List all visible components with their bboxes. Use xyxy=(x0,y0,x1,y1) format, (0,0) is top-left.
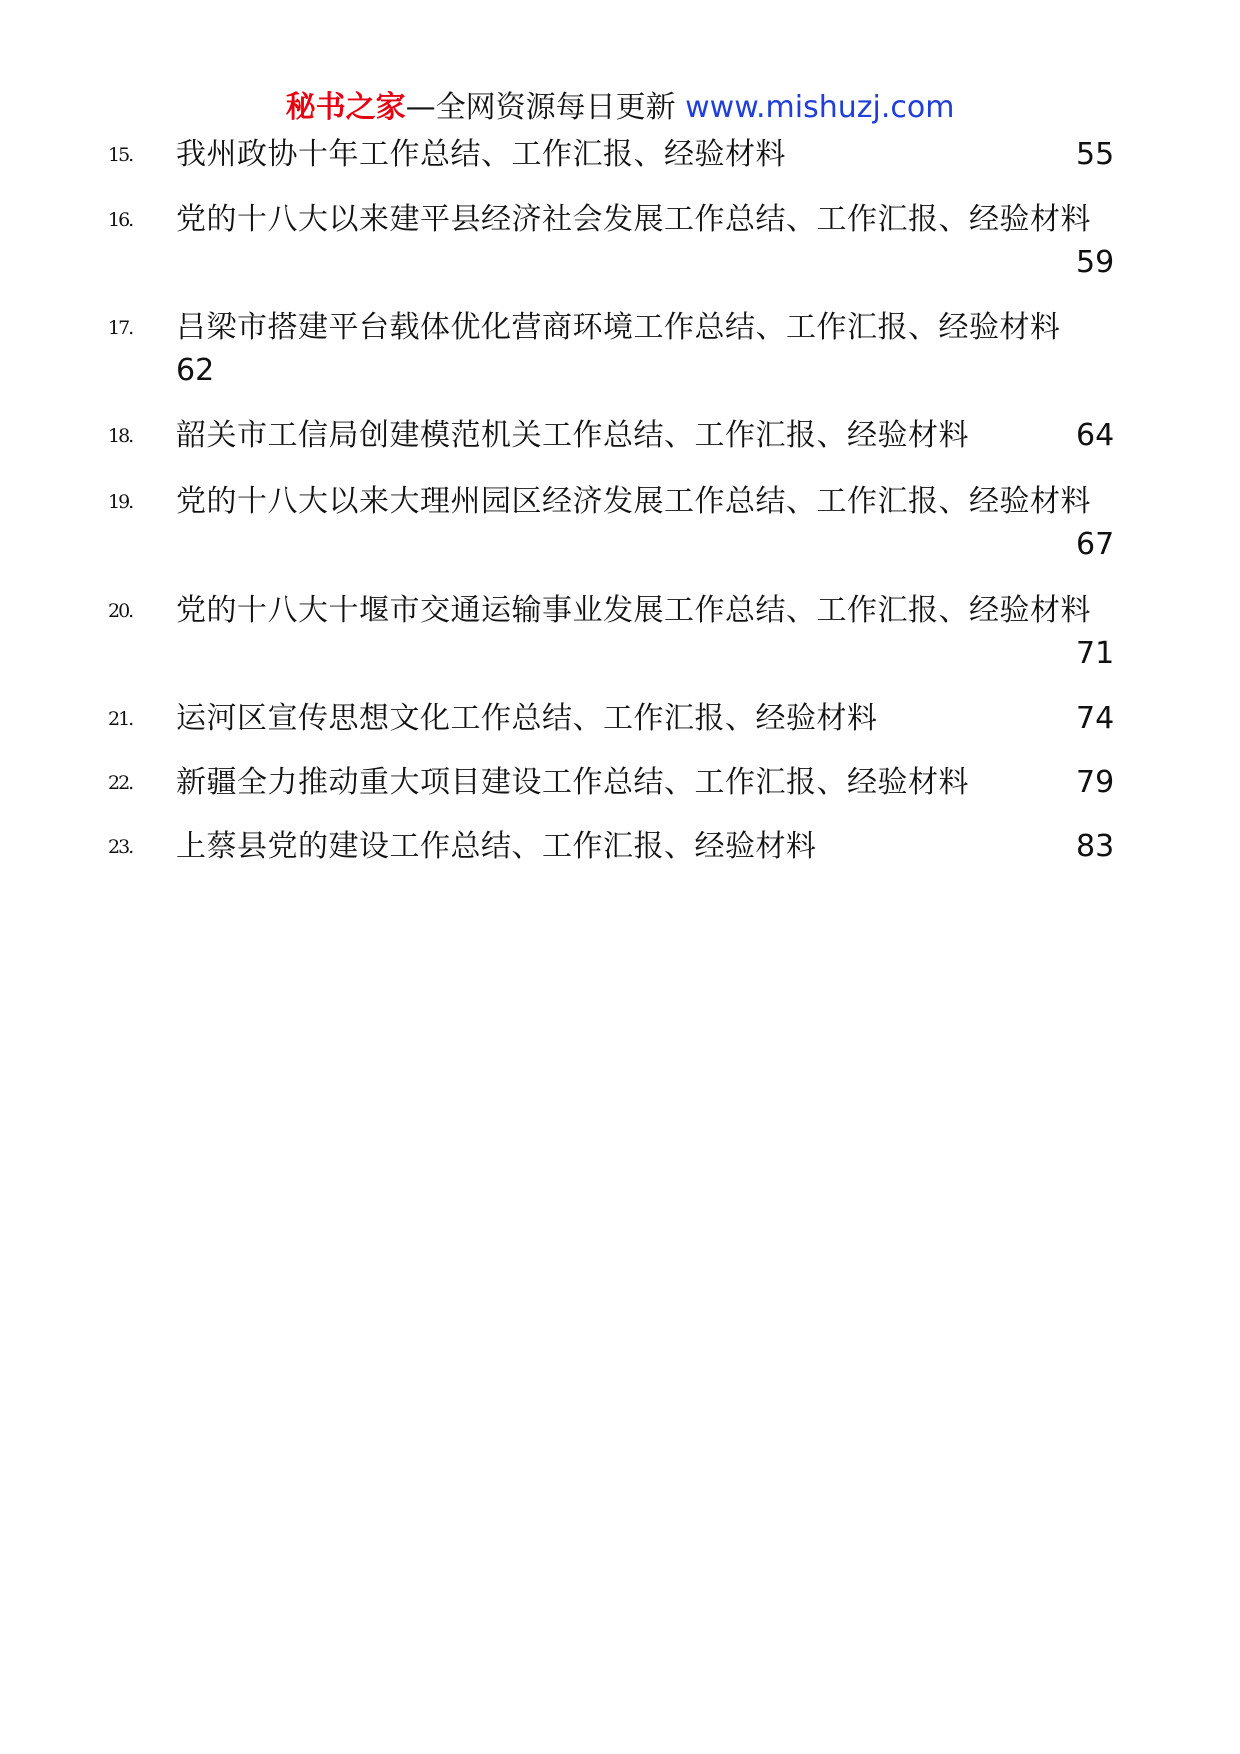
toc-entry-number: 22. xyxy=(108,772,133,794)
toc-entry-number: 21. xyxy=(108,708,133,730)
toc-entry-page: 71 xyxy=(1076,636,1115,671)
toc-entry-number: 23. xyxy=(108,836,133,858)
toc-entry-page: 55 xyxy=(1076,137,1115,172)
toc-entry-page: 67 xyxy=(1076,527,1115,562)
toc-entry-page: 59 xyxy=(1076,245,1115,280)
header-site-link[interactable]: www.mishuzj.com xyxy=(685,90,955,125)
toc-entry-title: 党的十八大以来建平县经济社会发展工作总结、工作汇报、经验材料 xyxy=(176,202,1091,237)
toc-entry-title: 吕梁市搭建平台载体优化营商环境工作总结、工作汇报、经验材料 xyxy=(176,310,1061,345)
toc-entry-title: 我州政协十年工作总结、工作汇报、经验材料 xyxy=(176,137,786,172)
toc-entry-number: 15. xyxy=(108,144,133,166)
toc-entry-page: 83 xyxy=(1076,829,1115,864)
toc-entry-page: 62 xyxy=(176,353,215,388)
toc-entry-title: 新疆全力推动重大项目建设工作总结、工作汇报、经验材料 xyxy=(176,765,969,800)
toc-entry-title: 韶关市工信局创建模范机关工作总结、工作汇报、经验材料 xyxy=(176,418,969,453)
toc-entry-title: 运河区宣传思想文化工作总结、工作汇报、经验材料 xyxy=(176,701,878,736)
toc-entry-page: 74 xyxy=(1076,701,1115,736)
toc-entry-number: 17. xyxy=(108,317,133,339)
toc-entry-number: 20. xyxy=(108,600,133,622)
toc-entry-page: 79 xyxy=(1076,765,1115,800)
toc-entry-number: 19. xyxy=(108,491,133,513)
toc-entry-title: 党的十八大以来大理州园区经济发展工作总结、工作汇报、经验材料 xyxy=(176,484,1091,519)
header-brand: 秘书之家 xyxy=(285,90,406,125)
header-slogan: —全网资源每日更新 xyxy=(405,90,676,125)
page-header xyxy=(0,88,1240,128)
toc-entry-number: 16. xyxy=(108,209,133,231)
toc-entry-title: 党的十八大十堰市交通运输事业发展工作总结、工作汇报、经验材料 xyxy=(176,593,1091,628)
toc-entry-title: 上蔡县党的建设工作总结、工作汇报、经验材料 xyxy=(176,829,817,864)
toc-entry-page: 64 xyxy=(1076,418,1115,453)
toc-entry-number: 18. xyxy=(108,425,133,447)
